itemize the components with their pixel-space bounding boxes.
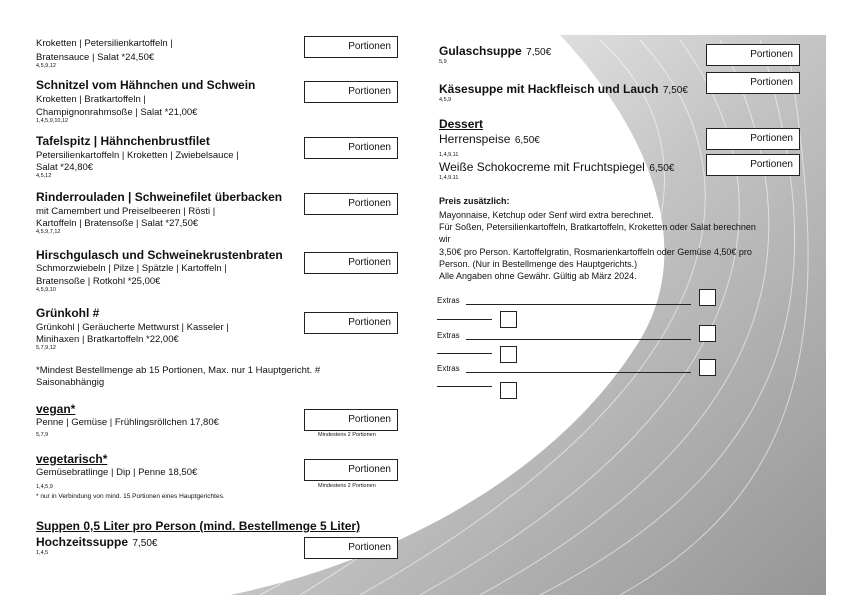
portion-field-4[interactable]: Portionen: [304, 252, 398, 274]
dish-0-allergens: 4,5,9,12: [36, 63, 56, 69]
dish-5-allergens: 5,7,9,12: [36, 345, 56, 351]
dish-5-line-1: Minihaxen | Bratkartoffeln *22,00€: [36, 334, 179, 345]
kaese-title: Käsesuppe mit Hackfleisch und Lauch: [439, 82, 659, 96]
extras-label-1: Extras: [437, 331, 460, 340]
portion-field-2[interactable]: Portionen: [304, 137, 398, 159]
extras-checkbox-0b[interactable]: [500, 311, 517, 328]
vegetarisch-line: Gemüsebratlinge | Dip | Penne 18,50€: [36, 467, 198, 478]
dish-3-allergens: 4,5,9,7,12: [36, 229, 61, 235]
dish-4-line-0: Schmorzwiebeln | Pilze | Spätzle | Kartoffeln |: [36, 263, 227, 274]
vegetarisch-allergens: 1,4,5,9: [36, 484, 53, 490]
weisse-allergens: 1,4,9,11: [439, 175, 459, 181]
portion-field-vegetarisch[interactable]: Portionen: [304, 459, 398, 481]
dish-5-title: Grünkohl #: [36, 306, 100, 320]
soups-title: Suppen 0,5 Liter pro Person (mind. Bestellmenge 5 Liter): [36, 519, 361, 533]
extras-checkbox-1b[interactable]: [500, 346, 517, 363]
dish-1-title: Schnitzel vom Hähnchen und Schwein: [36, 78, 256, 92]
dish-4-allergens: 4,5,9,10: [36, 287, 56, 293]
dish-1-line-0: Kroketten | Bratkartoffeln |: [36, 94, 146, 105]
vegetarisch-min-note: Mindestens 2 Portionen: [318, 483, 376, 489]
hochzeit-row: [36, 535, 158, 551]
extras-input-0[interactable]: [466, 304, 691, 305]
extras-input-1b[interactable]: [437, 353, 492, 354]
dish-4-title: Hirschgulasch und Schweinekrustenbraten: [36, 248, 283, 262]
preis-line-2: wir: [439, 234, 451, 244]
extras-label-2: Extras: [437, 364, 460, 373]
dish-2-title: Tafelspitz | Hähnchenbrustfilet: [36, 134, 210, 148]
herren-allergens: 1,4,9,11: [439, 152, 459, 158]
dish-3-line-0: mit Camembert und Preiselbeeren | Rösti |: [36, 206, 216, 217]
dish-3-title: Rinderrouladen | Schweinefilet überbacken: [36, 190, 283, 204]
herren-price: 6,50€: [514, 135, 540, 146]
preis-line-0: Mayonnaise, Ketchup oder Senf wird extra berechnet.: [439, 210, 654, 220]
portion-field-vegan[interactable]: Portionen: [304, 409, 398, 431]
kaese-row: [439, 82, 688, 98]
vegetarisch-title: vegetarisch*: [36, 452, 108, 466]
dish-5-line-0: Grünkohl | Geräucherte Mettwurst | Kasseler |: [36, 322, 229, 333]
hochzeit-title: Hochzeitssuppe: [36, 535, 129, 549]
portion-field-3[interactable]: Portionen: [304, 193, 398, 215]
vegan-line: Penne | Gemüse | Frühlingsröllchen 17,80€: [36, 417, 219, 428]
kaese-price: 7,50€: [662, 85, 688, 96]
portion-field-kaese[interactable]: Portionen: [706, 72, 800, 94]
preis-line-1: Für Soßen, Petersilienkartoffeln, Bratkartoffeln, Kroketten oder Salat berechnen: [439, 222, 756, 232]
dish-4-line-1: Bratensoße | Rotkohl *25,00€: [36, 276, 161, 287]
dish-2-line-0: Petersilienkartoffeln | Kroketten | Zwiebelsauce |: [36, 150, 239, 161]
vegan-min-note: Mindestens 2 Portionen: [318, 432, 376, 438]
extras-label-0: Extras: [437, 296, 460, 305]
extras-input-2b[interactable]: [437, 386, 492, 387]
portion-field-hochzeit[interactable]: Portionen: [304, 537, 398, 559]
extras-input-1[interactable]: [466, 339, 691, 340]
portion-field-herren[interactable]: Portionen: [706, 128, 800, 150]
footnote: * nur in Verbindung von mind. 15 Portionen eines Hauptgerichtes.: [36, 493, 225, 500]
portion-field-weisse[interactable]: Portionen: [706, 154, 800, 176]
extras-checkbox-2[interactable]: [699, 359, 716, 376]
extras-input-0b[interactable]: [437, 319, 492, 320]
preis-line-4: Person. (Nur in Bestellmenge des Hauptgerichts.): [439, 259, 638, 269]
dish-2-line-1: Salat *24,80€: [36, 162, 94, 173]
extras-checkbox-0[interactable]: [699, 289, 716, 306]
gulasch-price: 7,50€: [526, 47, 552, 58]
dessert-title: Dessert: [439, 117, 484, 131]
portion-field-5[interactable]: Portionen: [304, 312, 398, 334]
gulasch-row: [439, 44, 551, 60]
dish-1-line-1: Champignonrahmsoße | Salat *21,00€: [36, 107, 198, 118]
kaese-allergens: 4,5,9: [439, 97, 452, 103]
portion-field-0[interactable]: Portionen: [304, 36, 398, 58]
dish-2-allergens: 4,5,12: [36, 173, 52, 179]
extras-checkbox-2b[interactable]: [500, 382, 517, 399]
weisse-row: [439, 160, 674, 176]
gulasch-title: Gulaschsuppe: [439, 44, 522, 58]
preis-line-5: Alle Angaben ohne Gewähr. Gültig ab März 2024.: [439, 271, 637, 281]
portion-field-gulasch[interactable]: Portionen: [706, 44, 800, 66]
dish-0-line-1: Bratensauce | Salat *24,50€: [36, 52, 155, 63]
dish-3-line-1: Kartoffeln | Bratensoße | Salat *27,50€: [36, 218, 199, 229]
dish-1-allergens: 1,4,5,9,10,12: [36, 118, 69, 124]
herren-row: [439, 132, 540, 148]
dish-0-line-0: Kroketten | Petersilienkartoffeln |: [36, 38, 173, 49]
vegan-title: vegan*: [36, 402, 76, 416]
extras-input-2[interactable]: [466, 372, 691, 373]
weisse-price: 6,50€: [649, 163, 675, 174]
note-line-0: *Mindest Bestellmenge ab 15 Portionen, Max. nur 1 Hauptgericht. #: [36, 365, 321, 376]
hochzeit-allergens: 1,4,5: [36, 550, 49, 556]
herren-title: Herrenspeise: [439, 132, 511, 146]
extras-checkbox-1[interactable]: [699, 325, 716, 342]
preis-title: Preis zusätzlich:: [439, 196, 510, 206]
hochzeit-price: 7,50€: [132, 538, 158, 549]
weisse-title: Weiße Schokocreme mit Fruchtspiegel: [439, 160, 645, 174]
portion-field-1[interactable]: Portionen: [304, 81, 398, 103]
preis-line-3: 3,50€ pro Person. Kartoffelgratin, Rosmarienkartoffeln oder Gemüse 4,50€ pro: [439, 247, 752, 257]
vegan-allergens: 5,7,9: [36, 432, 49, 438]
gulasch-allergens: 5,9: [439, 59, 447, 65]
note-line-1: Saisonabhängig: [36, 377, 105, 388]
